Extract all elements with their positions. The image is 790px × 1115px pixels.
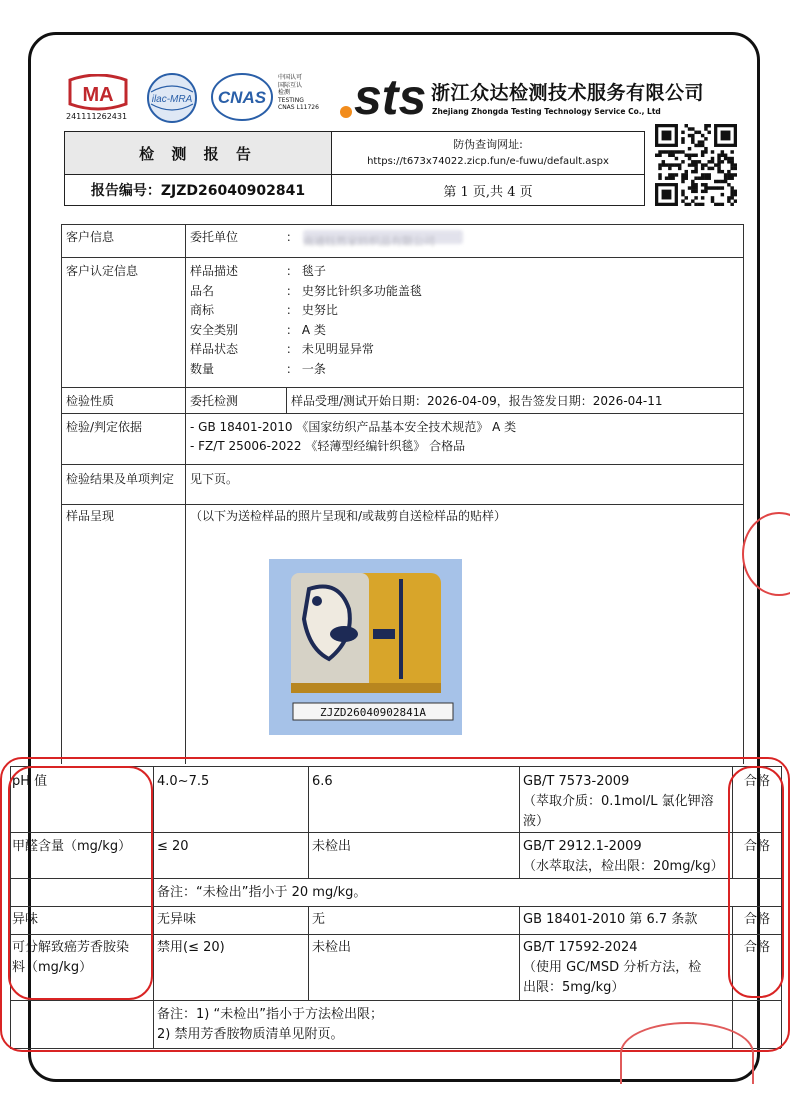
test-method: 出限：5mg/kg）: [523, 980, 625, 995]
result-value: 见下页。: [190, 472, 239, 486]
test-method: GB/T 17592-2024: [523, 940, 638, 955]
company-name-en: Zhejiang Zhongda Testing Technology Service Co., Ltd: [432, 107, 661, 116]
report-number: 报告编号：ZJZD26040902841: [65, 175, 332, 205]
result-label: 检验结果及单项判定: [66, 472, 175, 486]
verify-cell: [332, 132, 644, 175]
ident-key: 安全类别: [190, 322, 239, 337]
basis-line: - FZ/T 25006-2022 《轻薄型经编针织毯》 合格品: [190, 439, 466, 453]
annotation-verdict-oval: [728, 766, 784, 998]
ident-value: ： 一条: [286, 361, 326, 376]
ilac-label: ilac-MRA: [151, 94, 193, 105]
ident-value: ： A 类: [286, 322, 326, 337]
test-method: （萃取介质：0.1mol/L 氯化钾溶: [523, 794, 714, 809]
report-header-table: [64, 131, 645, 206]
test-verdict: 合格: [744, 940, 771, 955]
photo-tag: ZJZD26040902841A: [320, 706, 426, 719]
client-colon: ：: [286, 230, 299, 244]
qr-code[interactable]: [655, 124, 737, 206]
test-verdict: 合格: [744, 839, 771, 854]
basis-line: - GB 18401-2010 《国家纺织产品基本安全技术规范》 A 类: [190, 420, 517, 434]
svg-text:MA: MA: [82, 84, 114, 106]
note-amine: 2) 禁用芳香胺物质清单见附页。: [157, 1027, 344, 1042]
cnas-text-line: CNAS L11726: [278, 104, 319, 111]
sts-logo: [336, 62, 431, 122]
annotation-items-oval: [8, 766, 153, 1000]
test-verdict: 合格: [744, 774, 771, 789]
cnas-text-line: 国际互认: [278, 81, 303, 89]
ident-key: 样品描述: [190, 264, 239, 278]
test-requirement: ≤ 20: [157, 839, 189, 854]
ident-key: 商标: [190, 303, 215, 317]
report-title: 检 测 报 告: [65, 132, 332, 175]
sample-note: （以下为送检样品的照片呈现和/或裁剪自送检样品的贴样）: [190, 509, 507, 523]
test-method: GB/T 7573-2009: [523, 774, 630, 789]
sample-label: 样品呈现: [66, 509, 115, 523]
sample-photo: [269, 559, 462, 735]
page-indicator: 第 1 页,共 4 页: [443, 184, 533, 200]
dates-text: 样品受理/测试开始日期：2026-04-09，报告签发日期：2026-04-11: [291, 394, 663, 408]
test-requirement: 禁用(≤ 20): [157, 940, 225, 955]
test-item: 料（mg/kg）: [12, 960, 93, 975]
cnas-label: CNAS: [217, 88, 267, 107]
client-name-redacted: [303, 230, 463, 248]
client-name: 南通钰然家纺织品有限公司: [303, 235, 435, 248]
test-result: 未检出: [312, 940, 352, 955]
test-result: 未检出: [312, 839, 352, 854]
basis-label: 检验/判定依据: [66, 420, 143, 434]
test-method: GB 18401-2010 第 6.7 条款: [523, 912, 698, 927]
ident-key: 样品状态: [190, 342, 239, 356]
client-label: 委托单位: [190, 230, 239, 244]
test-result: 无: [312, 912, 326, 927]
test-item: pH 值: [12, 774, 48, 789]
test-requirement: 4.0~7.5: [157, 774, 210, 789]
verify-label: 防伪查询网址:: [453, 138, 523, 151]
ident-key: 数量: [190, 361, 215, 376]
cnas-text: [278, 74, 338, 112]
cma-number: 241111262431: [66, 112, 128, 121]
note-amine: 备注：1) “未检出”指小于方法检出限；: [157, 1007, 383, 1022]
nature-value: 委托检测: [190, 394, 239, 408]
ident-value: ： 毯子: [286, 264, 326, 278]
test-item: 甲醛含量（mg/kg）: [12, 839, 132, 854]
ident-key: 品名: [190, 283, 215, 298]
ident-value: ： 史努比针织多功能盖毯: [286, 283, 422, 298]
ident-value: ： 未见明显异常: [286, 342, 374, 356]
test-method: GB/T 2912.1-2009: [523, 839, 642, 854]
test-method: （水萃取法，检出限：20mg/kg）: [523, 859, 724, 874]
test-method: （使用 GC/MSD 分析方法，检: [523, 960, 702, 975]
cnas-logo: [210, 72, 274, 122]
ilac-mra-logo: [143, 72, 201, 124]
customer-info-label: 客户信息: [66, 230, 115, 244]
cma-logo: [66, 74, 130, 121]
nature-label: 检验性质: [66, 394, 115, 408]
sts-text: sts: [354, 69, 427, 122]
test-item: 可分解致癌芳香胺染: [12, 940, 130, 955]
test-item: 异味: [12, 912, 39, 927]
note-formaldehyde: 备注：“未检出”指小于 20 mg/kg。: [157, 885, 367, 900]
cnas-text-line: 中国认可: [278, 74, 303, 81]
verify-url[interactable]: https://t673x74022.zicp.fun/e-fuwu/default.aspx: [367, 156, 609, 167]
company-name-cn: 浙江众达检测技术服务有限公司: [431, 82, 705, 104]
ident-value: ： 史努比: [286, 303, 338, 317]
seal-stamp-bottom: [620, 1022, 754, 1084]
test-requirement: 无异味: [157, 912, 197, 927]
test-method: 液）: [523, 814, 550, 829]
identification-label: 客户认定信息: [66, 264, 139, 278]
cnas-text-line: TESTING: [278, 96, 304, 104]
test-result: 6.6: [312, 774, 333, 789]
cnas-text-line: 检测: [278, 89, 291, 96]
test-verdict: 合格: [744, 912, 771, 927]
